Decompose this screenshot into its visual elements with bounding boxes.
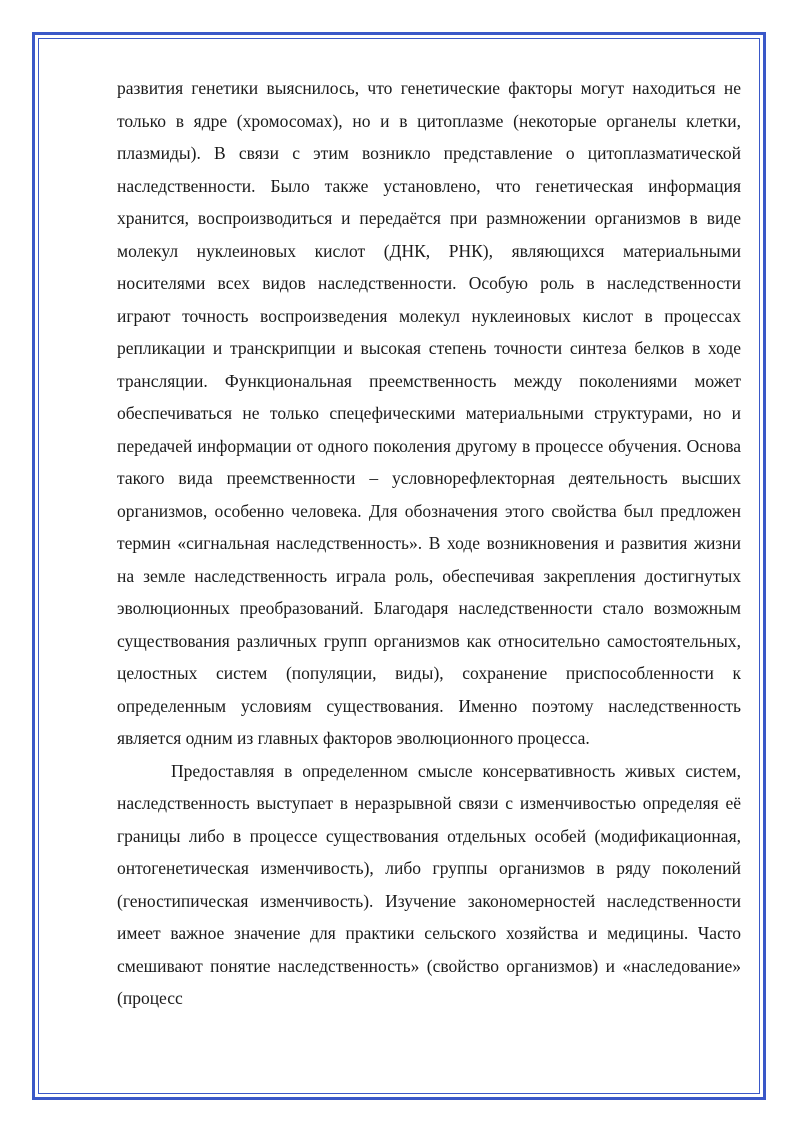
document-body (117, 72, 741, 1015)
paragraph-2: Предоставляя в определенном смысле консервативность живых систем, наследственность выступает в неразрывной связи с изменчивостью определяя её границы либо в процессе существования отдельных особей (модификационная, онтогенетическая изменчивость), либо группы организмов в ряду поколений (геностипическая изменчивость). Изучение закономерностей наследственности имеет важное значение для практики сельского хозяйства и медицины. Часто смешивают понятие наследственность» (свойство организмов) и «наследование» (процесс (117, 760, 741, 1008)
paragraph-1: развития генетики выяснилось, что генетические факторы могут находиться не только в ядре (хромосомах), но и в цитоплазме (некоторые органелы клетки, плазмиды). В связи с этим возникло представление о цитоплазматической наследственности. Было также установлено, что генетическая информация хранится, воспроизводиться и передаётся при размножении организмов в виде молекул нуклеиновых кислот (ДНК, РНК), являющихся материальными носителями всех видов наследственности. Особую роль в наследственности играют точность воспроизведения молекул нуклеиновых кислот в процессах репликации и транскрипции и высокая степень точности синтеза белков в ходе трансляции. Функциональная преемственность между поколениями может обеспечиваться не только спецефическими материальными структурами, но и передачей информации от одного поколения другому в процессе обучения. Основа такого вида преемственности – условнорефлекторная деятельность высших организмов, особенно человека. Для обозначения этого свойства был предложен термин «сигнальная наследственность». В ходе возникновения и развития жизни на земле наследственность играла роль, обеспечивая закрепления достигнутых эволюционных преобразований. Благодаря наследственности стало возможным существования различных групп организмов как относительно самостоятельных, целостных систем (популяции, виды), сохранение приспособленности к определенным условиям существования. Именно поэтому наследственность является одним из главных факторов эволюционного процесса. (117, 78, 741, 748)
